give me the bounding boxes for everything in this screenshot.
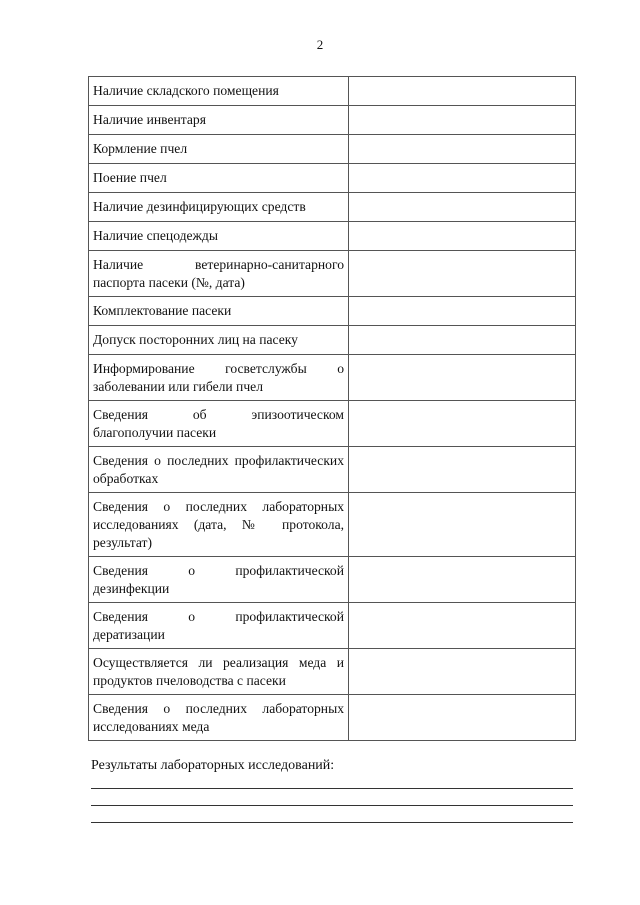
row-value-cell[interactable] [349,447,576,493]
table-row [89,557,576,603]
row-label: Наличие ветеринарно-санитарного паспорта пасеки (№, дата) [89,251,349,297]
results-blank-line[interactable] [91,805,573,806]
row-label: Наличие дезинфицирующих средств [89,193,349,222]
row-label: Наличие инвентаря [89,106,349,135]
row-value-cell[interactable] [349,401,576,447]
table-row [89,222,576,251]
results-blank-line[interactable] [91,788,573,789]
table-row [89,493,576,557]
table-row [89,251,576,297]
row-label: Поение пчел [89,164,349,193]
table-row [89,695,576,741]
row-value-cell[interactable] [349,193,576,222]
row-value-cell[interactable] [349,355,576,401]
row-value-cell[interactable] [349,297,576,326]
row-label: Сведения о последних лабораторных исследованиях (дата, № протокола, результат) [89,493,349,557]
results-blank-line[interactable] [91,822,573,823]
table-row [89,326,576,355]
row-value-cell[interactable] [349,222,576,251]
table-row [89,401,576,447]
row-value-cell[interactable] [349,77,576,106]
table-row [89,77,576,106]
row-value-cell[interactable] [349,251,576,297]
row-label: Комплектование пасеки [89,297,349,326]
table-row [89,106,576,135]
row-label: Наличие спецодежды [89,222,349,251]
table-row [89,649,576,695]
row-value-cell[interactable] [349,135,576,164]
row-label: Наличие складского помещения [89,77,349,106]
row-value-cell[interactable] [349,106,576,135]
table-row [89,135,576,164]
row-value-cell[interactable] [349,603,576,649]
row-label: Сведения о последних лабораторных исследованиях меда [89,695,349,741]
row-label: Сведения о профилактической дезинфекции [89,557,349,603]
results-heading: Результаты лабораторных исследований: [91,758,335,773]
table-row [89,603,576,649]
row-value-cell[interactable] [349,164,576,193]
inspection-table [88,76,576,741]
table-row [89,355,576,401]
row-label: Сведения об эпизоотическом благополучии пасеки [89,401,349,447]
row-label: Осуществляется ли реализация меда и продуктов пчеловодства с пасеки [89,649,349,695]
row-label: Сведения о профилактической дератизации [89,603,349,649]
row-label: Сведения о последних профилактических обработках [89,447,349,493]
row-value-cell[interactable] [349,557,576,603]
table-row [89,297,576,326]
row-label: Информирование госветслужбы о заболевании или гибели пчел [89,355,349,401]
page-number: 2 [316,37,324,52]
row-value-cell[interactable] [349,326,576,355]
row-label: Кормление пчел [89,135,349,164]
row-value-cell[interactable] [349,493,576,557]
row-value-cell[interactable] [349,649,576,695]
row-label: Допуск посторонних лиц на пасеку [89,326,349,355]
table-row [89,193,576,222]
table-row [89,164,576,193]
row-value-cell[interactable] [349,695,576,741]
table-row [89,447,576,493]
